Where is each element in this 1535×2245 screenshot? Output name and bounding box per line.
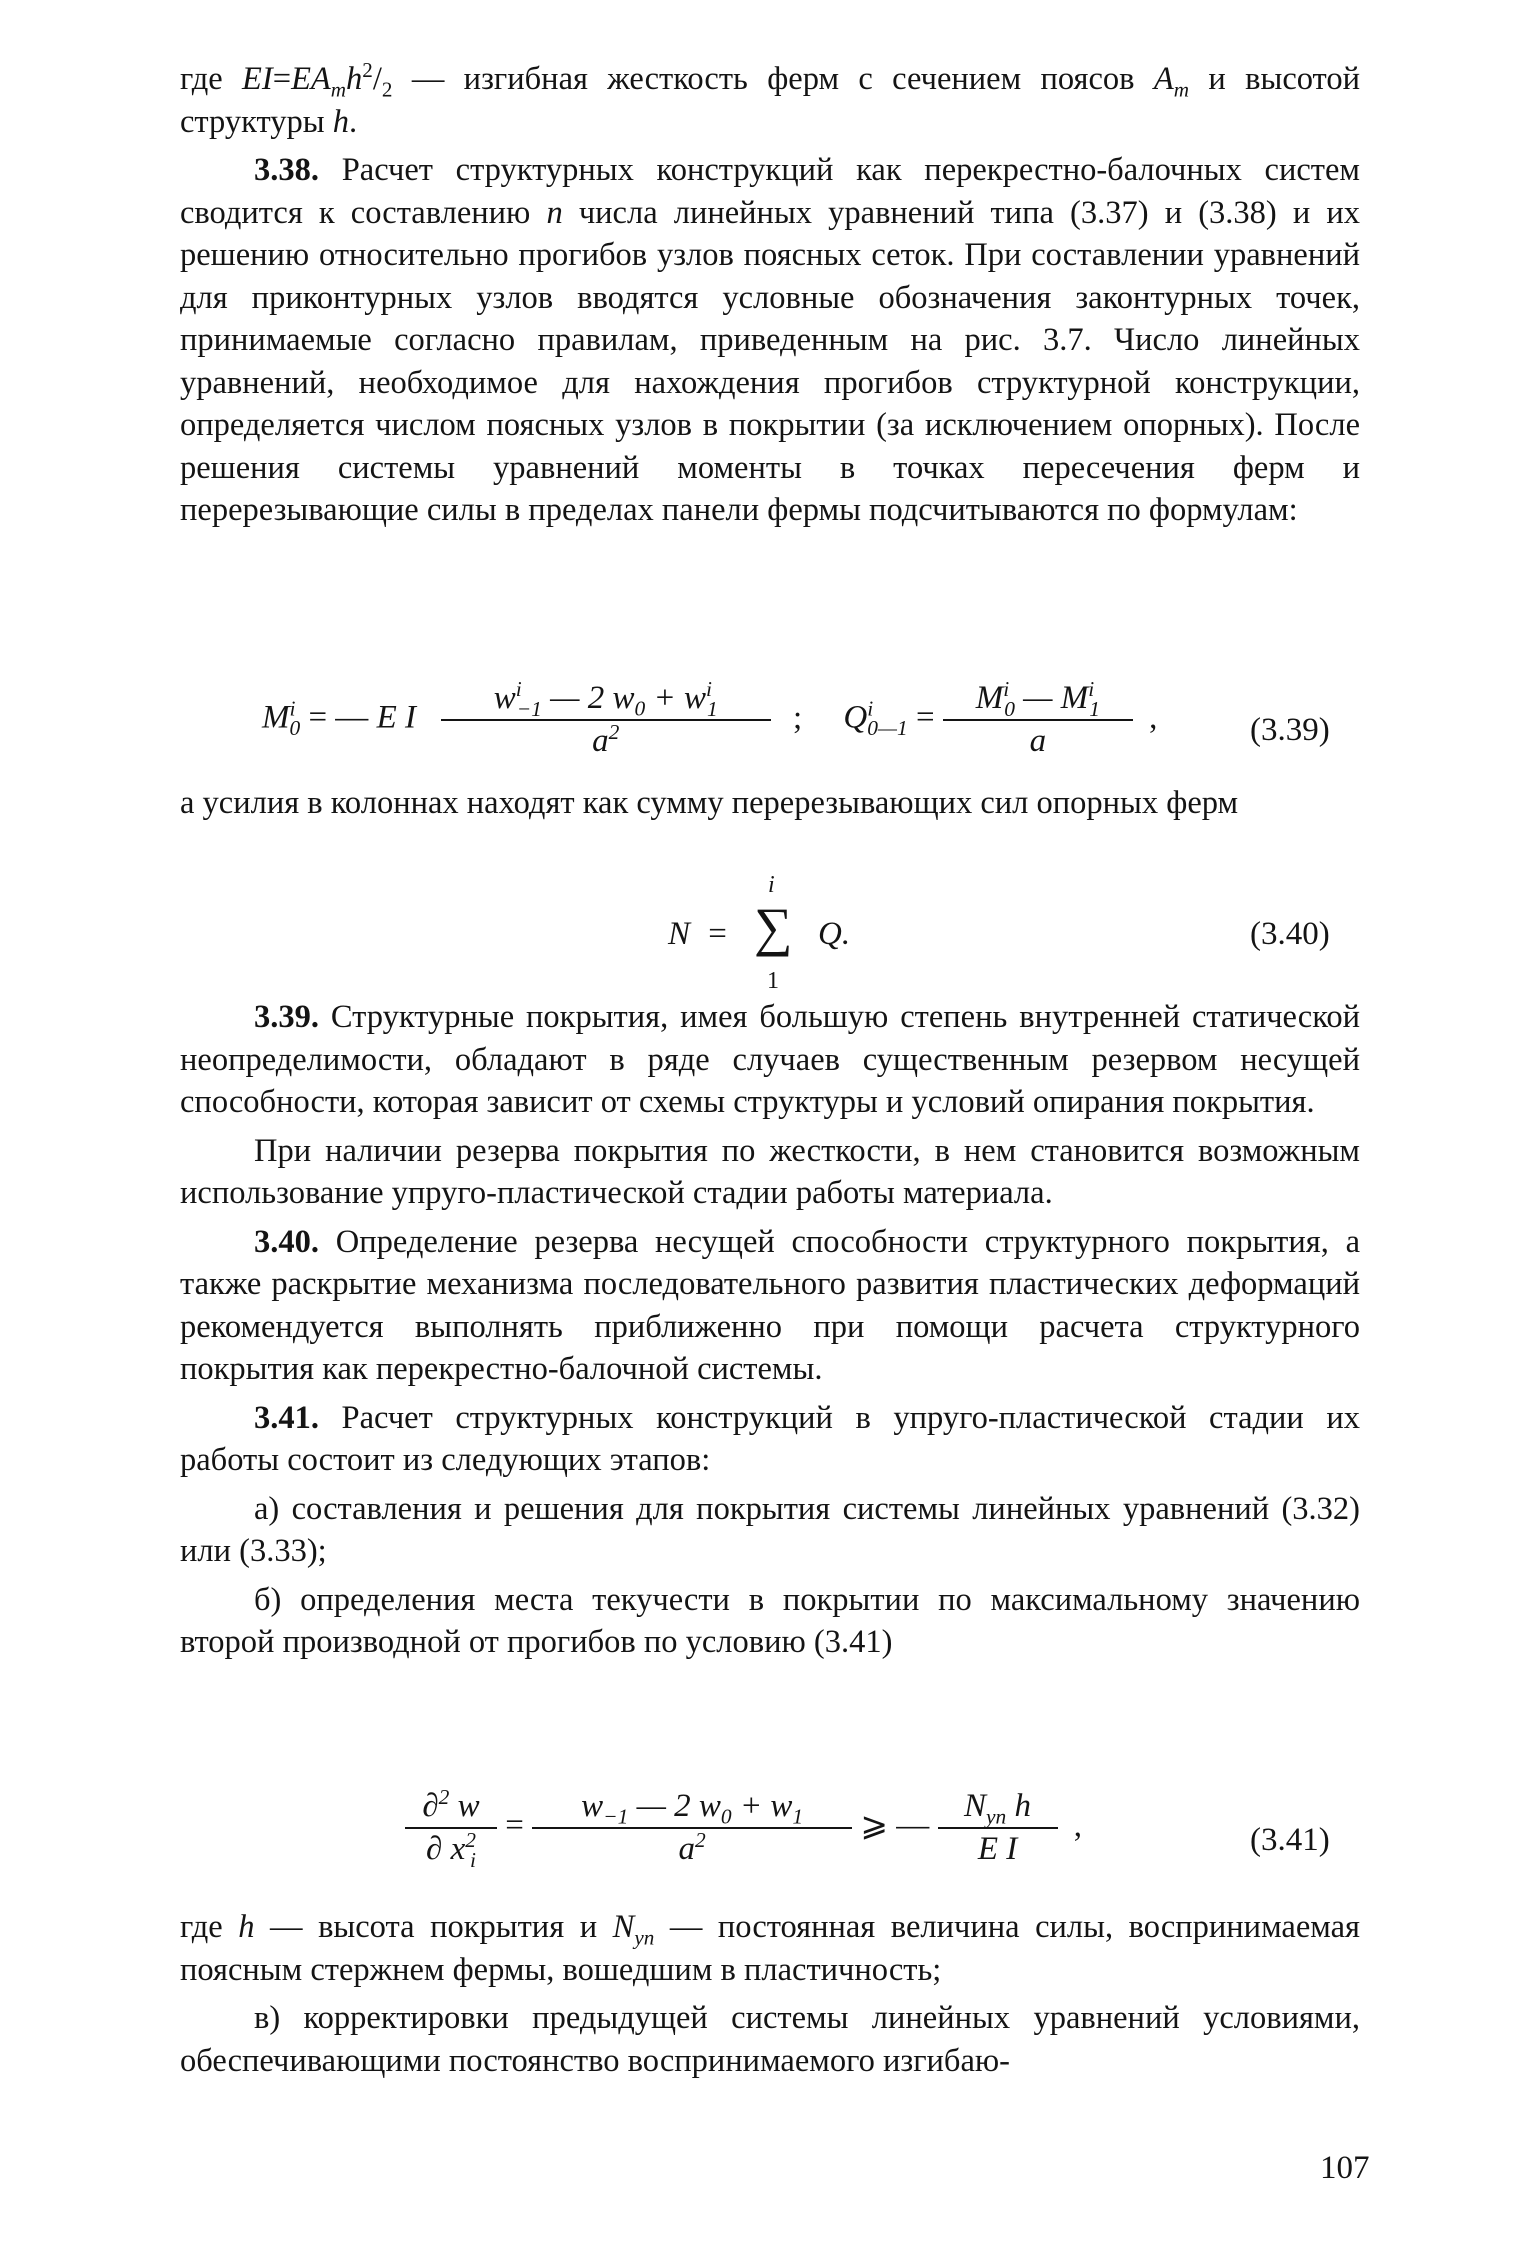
paragraph-ei-definition: где $EI=EA_mh^2/_2$ — изгибная жесткость ферм с сечением поясов $A_m$ и высотой структуры h. <box>180 58 1360 140</box>
paragraph-3-40: 3.40. Определение резерва несущей способности структурного покрытия, а также раскрытие механизма последовательного развития пластических деформаций рекомендуется выполнять приближенно при помощи расчета структурного покрытия как перекрестно-балочной системы. <box>180 1223 1360 1387</box>
fraction-finite-difference: $\frac{w_{-1} — 2 w_0 + w_1}{a^2}$ <box>532 1788 852 1868</box>
fraction-moment: $\frac{w^i_{-1} — 2 w_0 + w^i_1}{a^2}$ <box>441 680 771 760</box>
text-block-top <box>180 58 1360 538</box>
page-number: 107 <box>1320 2150 1370 2186</box>
equation-3-41: $\frac{\partial^2 w}{\partial x^2_i}$ = $\frac{w_{-1} — 2 w_0 + w_1}{a^2}$ ⩾ — $\frac{N_{yn} h}{\text{E I}}$ , <box>405 1788 1082 1868</box>
list-item-c: в) корректировки предыдущей системы линейных уравнений условиями, обеспечивающими постоянство воспринимаемого изгибаю- <box>180 2000 1360 2079</box>
equation-3-39: $M^i_0$ = — E I $\frac{w^i_{-1} — 2 w_0 + w^i_1}{a^2}$ ; $Q^i_{0—1}$ = $\frac{M^i_0 — M^i_1}{a}$ , <box>262 677 1158 759</box>
paragraph-reserve: При наличии резерва покрытия по жесткости, в нем становится возможным использование упруго-пластической стадии работы материала. <box>180 1132 1360 1211</box>
list-item-b: б) определения места текучести в покрытии по максимальному значению второй производной от прогибов по условию (3.41) <box>180 1581 1360 1660</box>
book-page: где $EI=EA_mh^2/_2$ — изгибная жесткость ферм с сечением поясов $A_m$ и высотой структуры h. 3.38. Расчет структурных конструкций как перекрестно-балочных систем сводится к составлению n числа линейных уравнений типа (3.37) и (3.38) и их решению относительно прогибов узлов поясных сеток. При составлении уравнений для приконтурных узлов вводятся условные обозначения законтурных точек, принимаемые согласно правилам, приведенным на рис. 3.7. Число линейных уравнений, необходимое для нахождения прогибов структурной конструкции, определяется числом поясных узлов в покрытии (за исключением опорных). После решения системы уравнений моменты в точках пересечения ферм и перерезывающие силы в пределах панели фермы подсчитываются по формулам: $M^i_0$ = — E I $\frac{w^i_{-1} — 2 w_0 + w^i_1}{a^2}$ ; $Q^i_{0—1}$ = $\frac{M^i_0 — M^i_1}{a}$ , (3.39) а усилия в колоннах находят как сумму перерезывающих сил опорных ферм N = i ∑ 1 Q. (3.40) 3.39. Структурные покрытия, имея большую степень внутренней статической неопределимости, обладают в ряде случаев существенным резервом несущей способности, которая зависит от схемы структуры и условий опирания покрытия. При наличии резерва покрытия по жесткости, в нем становится возможным использование упруго-пластической стадии работы материала. 3.40. Определение резерва несущей способности структурного покрытия, а также раскрытие механизма последовательного развития пластических деформаций рекомендуется выполнять приближенно при помощи расчета структурного покрытия как перекрестно-балочной системы. 3.41. Расчет структурных конструкций в упруго-пластической стадии их работы состоит из следующих этапов: а) составления и решения для покрытия системы линейных уравнений (3.32) или (3.33); б) определения места текучести в покрытии по максимальному значению второй производной от прогибов по условию (3.41) $\frac{\partial^2 w}{\partial x^2_i}$ = $\frac{w_{-1} — 2 w_0 + w_1}{a^2}$ ⩾ — $\frac{N_{yn} h}{\text{E I}}$ , (3.41) где h — высота покрытия и $N_{yn}$ — постоянная величина силы, воспринимаемая поясным стержнем фермы, вошедшим в пластичность; в) корректировки предыдущей системы линейных уравнений условиями, обеспечивающими постоянство воспринимаемого изгибаю- 107 <box>180 58 1370 2186</box>
paragraph-columns: а усилия в колоннах находят как сумму перерезывающих сил опорных ферм <box>180 785 1239 821</box>
fraction-second-derivative: $\frac{\partial^2 w}{\partial x^2_i}$ <box>405 1788 497 1868</box>
equation-number-3-41: (3.41) <box>1250 1822 1330 1858</box>
summation-symbol: ∑ <box>754 897 793 957</box>
text-block-bottom <box>180 1906 1360 2088</box>
section-number: 3.38. <box>254 152 319 188</box>
fraction-shear: $\frac{M^i_0 — M^i_1}{a}$ <box>943 680 1133 760</box>
paragraph-3-38: 3.38. Расчет структурных конструкций как перекрестно-балочных систем сводится к составлению n числа линейных уравнений типа (3.37) и (3.38) и их решению относительно прогибов узлов поясных сеток. При составлении уравнений для приконтурных узлов вводятся условные обозначения законтурных точек, принимаемые согласно правилам, приведенным на рис. 3.7. Число линейных уравнений, необходимое для нахождения прогибов структурной конструкции, определяется числом поясных узлов в покрытии (за исключением опорных). После решения системы уравнений моменты в точках пересечения ферм и перерезывающие силы в пределах панели фермы подсчитываются по формулам: <box>180 152 1360 528</box>
paragraph-3-39: 3.39. Структурные покрытия, имея большую степень внутренней статической неопределимости, обладают в ряде случаев существенным резервом несущей способности, которая зависит от схемы структуры и условий опирания покрытия. <box>180 999 1360 1120</box>
list-item-a: а) составления и решения для покрытия системы линейных уравнений (3.32) или (3.33); <box>180 1490 1360 1569</box>
paragraph-where: где h — высота покрытия и $N_{yn}$ — постоянная величина силы, воспринимаемая поясным стержнем фермы, вошедшим в пластичность; <box>180 1909 1360 1988</box>
paragraph-3-41: 3.41. Расчет структурных конструкций в упруго-пластической стадии их работы состоит из следующих этапов: <box>180 1399 1360 1478</box>
section-number: 3.39. <box>254 999 319 1035</box>
equation-number-3-40: (3.40) <box>1250 916 1330 952</box>
text-block-middle <box>180 996 1360 1670</box>
fraction-plastic-limit: $\frac{N_{yn} h}{\text{E I}}$ <box>938 1788 1058 1868</box>
text-block-columns <box>180 782 1360 831</box>
section-number: 3.41. <box>254 1399 319 1436</box>
section-number: 3.40. <box>254 1223 319 1260</box>
equation-number-3-39: (3.39) <box>1250 712 1330 748</box>
